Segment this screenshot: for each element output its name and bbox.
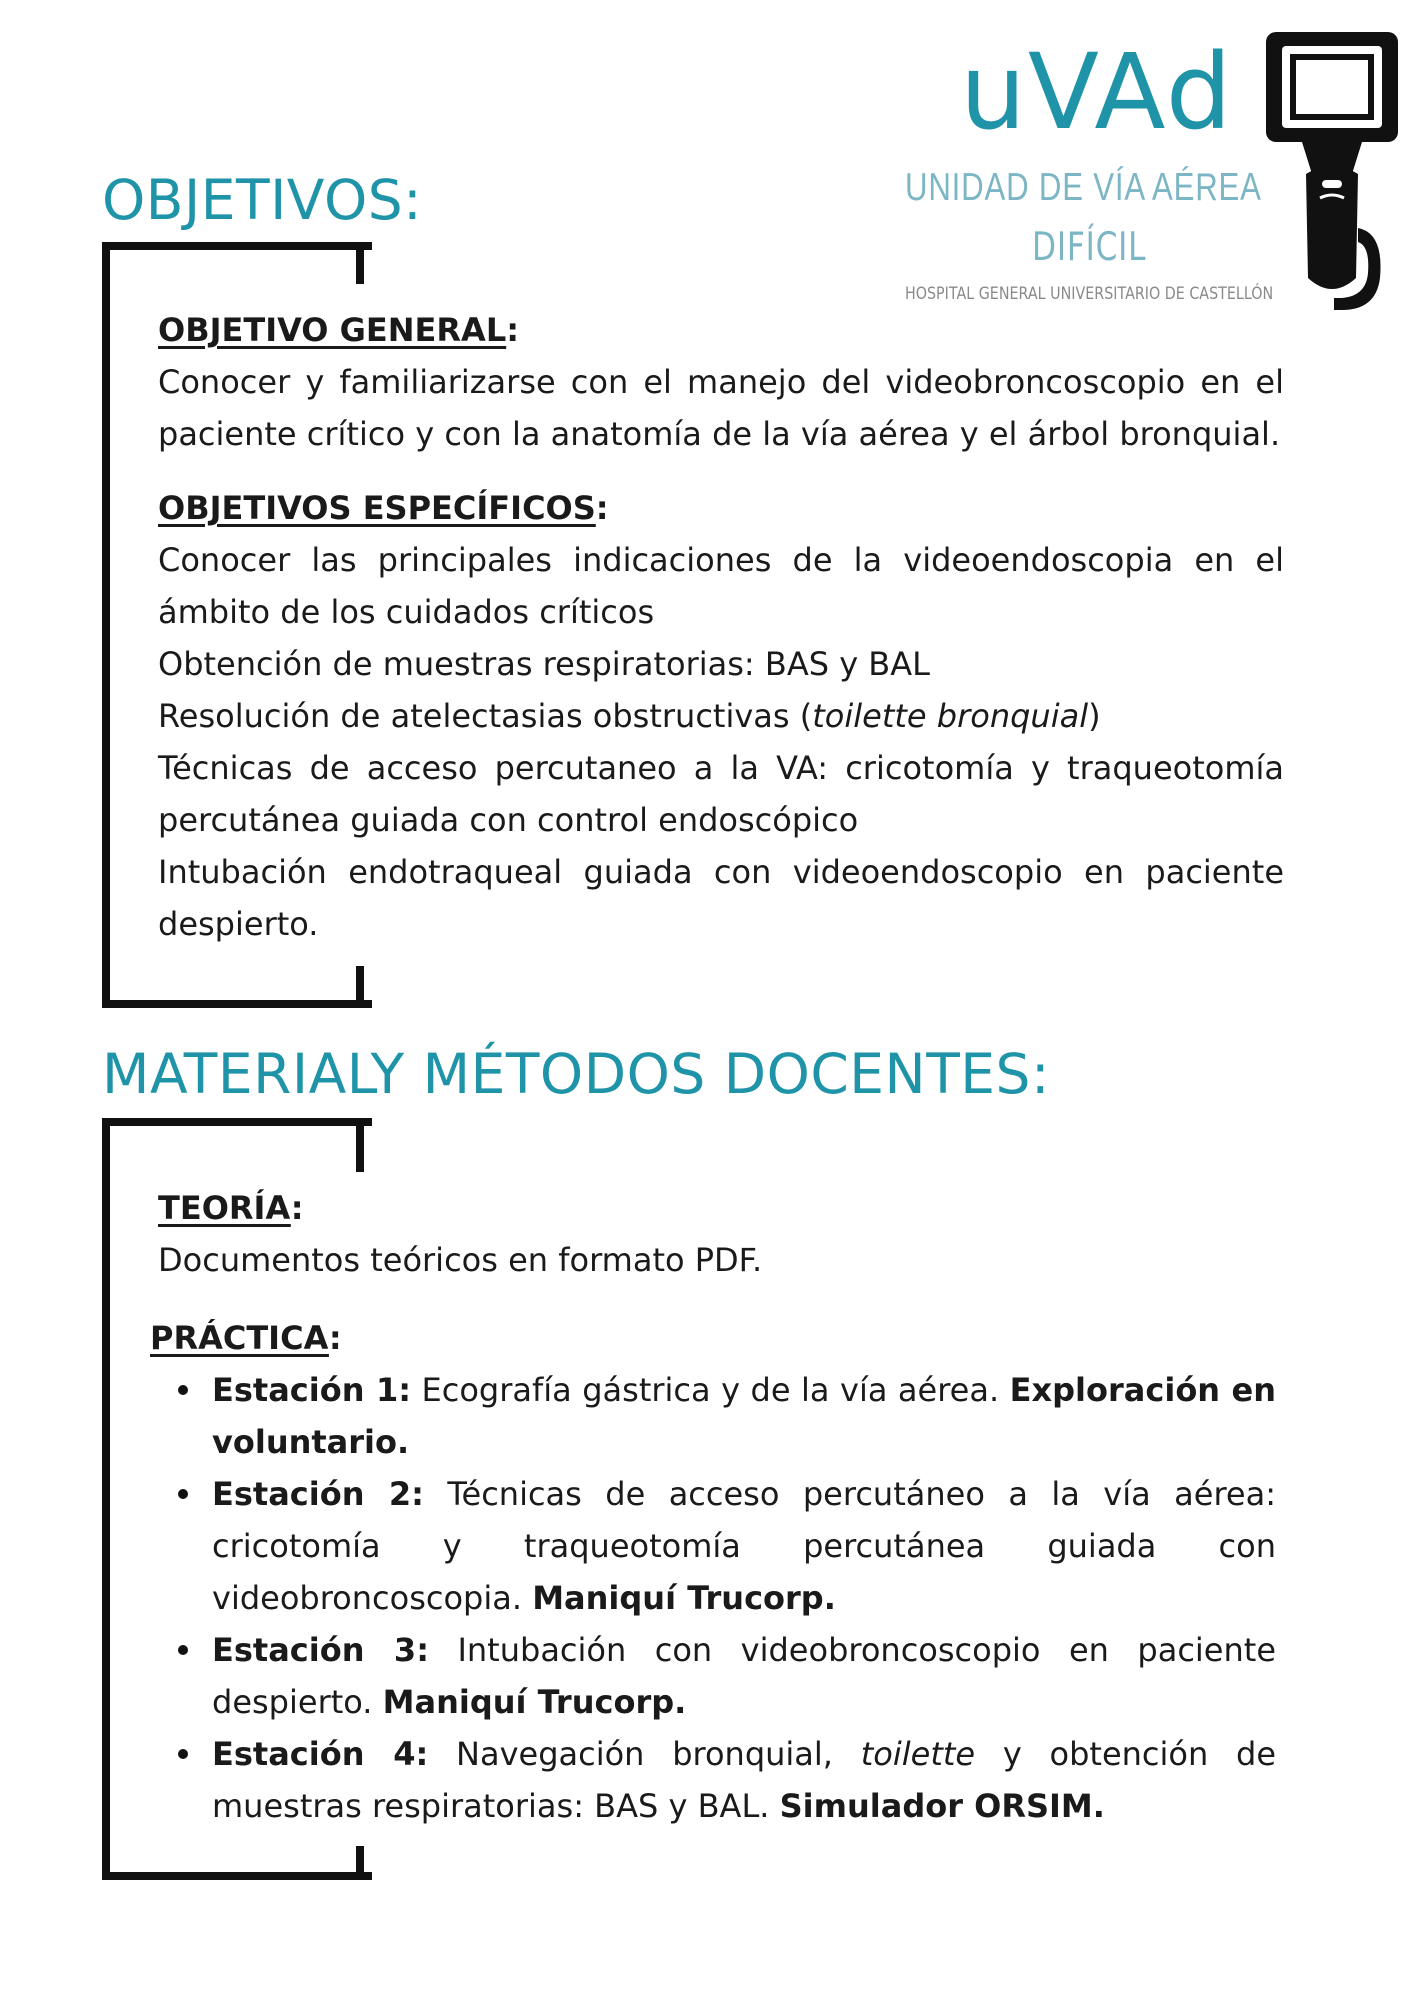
bracket-top-tick (356, 242, 364, 284)
material-title: MATERIALY MÉTODOS DOCENTES: (102, 1042, 1050, 1106)
objetivo-general-heading: OBJETIVO GENERAL: (158, 311, 519, 349)
station-item: Estación 2: Técnicas de acceso percutáneo a la vía aérea: cricotomía y traqueotomía percutánea guiada con videobroncoscopia. Maniquí Trucorp. (212, 1468, 1276, 1624)
teoria-heading: TEORÍA: (158, 1189, 304, 1227)
station-item: Estación 3: Intubación con videobroncoscopio en paciente despierto. Maniquí Trucorp. (212, 1624, 1276, 1728)
objetivo-general-text: Conocer y familiarizarse con el manejo del videobroncoscopio en el paciente crítico y con la anatomía de la vía aérea y el árbol bronquial. (158, 363, 1284, 453)
objetivo-especifico-item: Intubación endotraqueal guiada con videoendoscopio en paciente despierto. (158, 853, 1284, 943)
objetivos-content (158, 304, 1284, 950)
objetivo-especifico-item: Técnicas de acceso percutaneo a la VA: cricotomía y traqueotomía percutánea guiada con control endoscópico (158, 749, 1284, 839)
logo-unit-name-2: DIFÍCIL (1032, 225, 1147, 270)
logo-unit-name: UNIDAD DE VÍA AÉREA (905, 166, 1262, 209)
objetivo-especifico-item: Obtención de muestras respiratorias: BAS y BAL (158, 645, 930, 683)
objetivos-title: OBJETIVOS: (102, 168, 423, 232)
teoria-text: Documentos teóricos en formato PDF. (158, 1241, 763, 1279)
bracket-bottom-tick (356, 966, 364, 1008)
bracket-bottom-tick (356, 1846, 364, 1880)
logo-wordmark: uVAd (960, 31, 1234, 153)
practica-heading: PRÁCTICA: (150, 1319, 342, 1357)
objetivo-especifico-item: Conocer las principales indicaciones de la videoendoscopia en el ámbito de los cuidados críticos (158, 541, 1284, 631)
logo-hospital-name: HOSPITAL GENERAL UNIVERSITARIO DE CASTELLÓN (905, 284, 1274, 304)
stations-list (158, 1364, 1276, 1832)
bracket-top-tick (356, 1118, 364, 1172)
videolaryngoscope-icon (1262, 28, 1402, 313)
station-item: Estación 4: Navegación bronquial, toilette y obtención de muestras respiratorias: BAS y BAL. Simulador ORSIM. (212, 1728, 1276, 1832)
material-content (150, 1182, 1277, 1832)
objetivos-especificos-heading: OBJETIVOS ESPECÍFICOS: (158, 489, 609, 527)
station-item: Estación 1: Ecografía gástrica y de la vía aérea. Exploración en voluntario. (212, 1364, 1276, 1468)
objetivo-especifico-item: Resolución de atelectasias obstructivas (toilette bronquial) (158, 697, 1101, 735)
